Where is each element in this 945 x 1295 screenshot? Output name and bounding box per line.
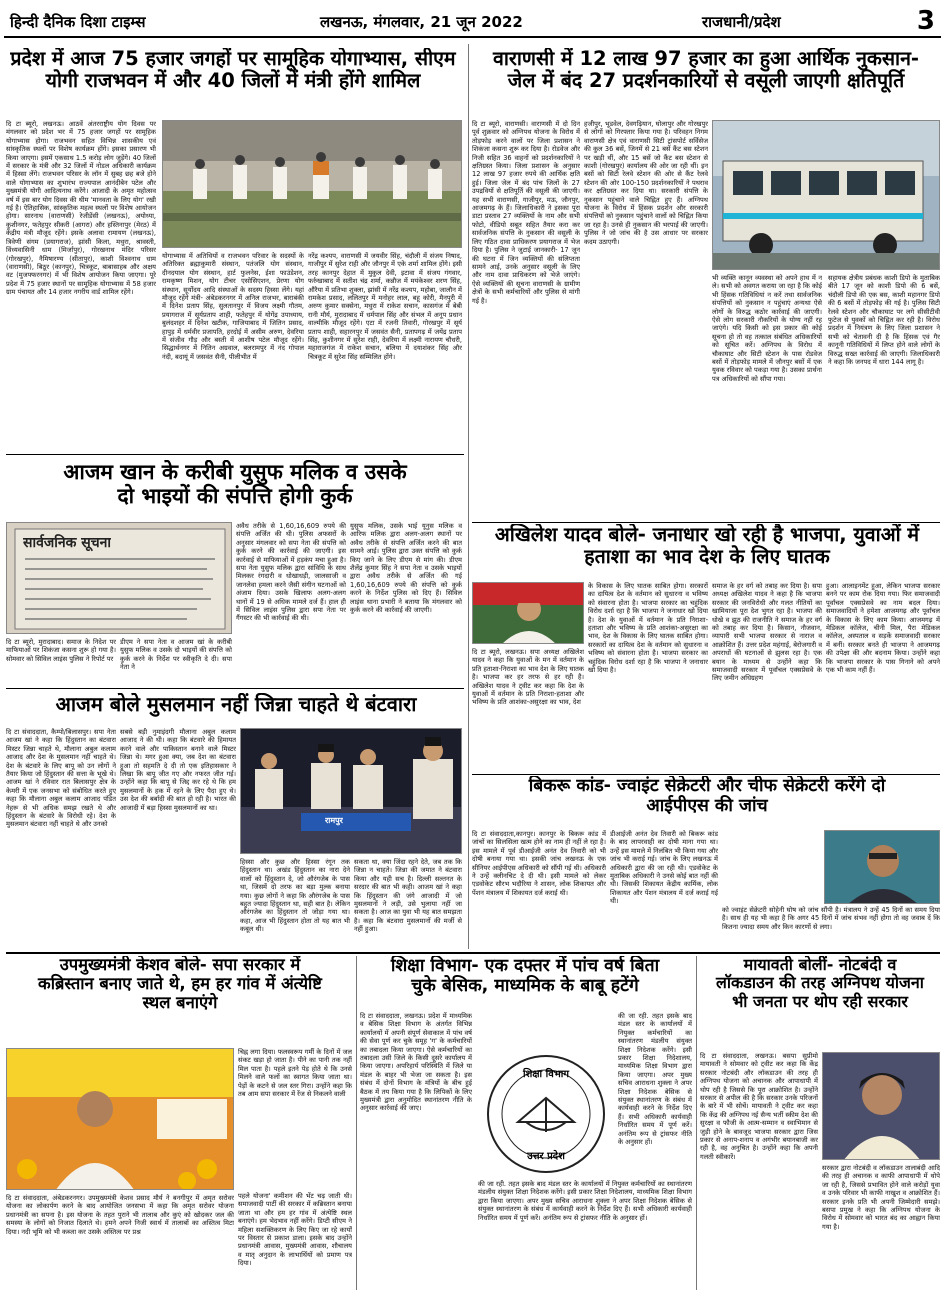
kurk-column-2: डीएम ने सपा नेता व आजम खां के करीबी युसुफ मलिक व उसके दो भाइयों की संपत्ति को कुर्क करने के निर्देश पर स्वीकृति दे दी। सपा नेता ने — [120, 638, 232, 672]
keshav-column-2: चिह्न लगा दिया। फलस्वरूप गर्मी के दिनों में जल संकट खड़ा हो जाता है। पीने का पानी तक नहीं मिल पाता है। पहले इतने पेड़ होते थे कि उनसे मिलने वाले फलों का स्वागत किया जाता था। पेड़ों के कटने से जल स्तर गिरा। उन्होंने कहा कि तब आम सपा सरकार में रेंज से निकलने वाली — [238, 1048, 352, 1099]
divider — [472, 774, 940, 775]
column-rule — [356, 956, 357, 1290]
column-rule — [468, 44, 469, 949]
akhilesh-column-2: के विकास के लिए घातक साबित होगा। सरकारों का दायित्व देश के वर्तमान को सुधारना व भविष्य को संवारना होता है। भाजपा सरकार का चहुंदिक विरोध दर्शा रहा है कि भाजपा ने जनाधार खो दिया है। देश के युवाओं में वर्तमान के प्रति निराशा-हताशा और भविष्य के प्रति आशंका-असुरक्षा का भाव, देश के विकास के लिए घातक साबित होगा। सरकारों का दायित्व देश के वर्तमान को सुधारना व भविष्य को संवारना होता है। भाजपा सरकार का चहुंदिक विरोध दर्शा रहा है कि भाजपा ने जनाधार खो दिया है। — [588, 582, 708, 675]
paper-name: हिन्दी दैनिक दिशा टाइम्स — [10, 13, 146, 31]
azam-column-3: हिस्सा और कुछ और हिस्सा रंगून तक हिंदुस्तान था। अखंड हिंदुस्तान का नारा देने वालों को हिंदुस्तान दे, जो औरंगजेब के पास था, जिसमें दो तरफ का बड़ा मुल्क बनाया गया। कुछ लोगों ने कहा कि औरंगजेब के पास बहुत ज्यादा हिंदुस्तान था, सही बात है। लेकिन औरंगजेब का हिंदुस्तान तो जोड़ा गया था। कहा, आज भी हिंदुस्तान होता तो यह बात भी कबूल थी। — [240, 858, 350, 934]
keshav-photo — [6, 1048, 234, 1190]
keshav-column-3: पहले योजना' कमीशन की भेंट चढ़ जाती थी। समाजवादी पार्टी की सरकार में कब्रिस्तान बनाया जाता था और हम हर गांव में अंत्येष्टि स्थल बनाएंगे। हम भेदभाव नहीं करेंगे। डिप्टी सीएम ने महिला सशक्तिकरण के लिए किए जा रहे कार्यों पर विस्तार से प्रकाश डाला। इसके बाद उन्होंने प्रधानमंत्री आवास, मुख्यमंत्री आवास, शौचालय व मातृ अनुदान के लाभार्थियों को प्रमाण पत्र दिया। — [238, 1192, 352, 1268]
azam-column-4: सकता था, क्या जिंदा रहने देते, जब तक कि जिन्ना न चाहते। जिन्ना की जमात ने बंटवारा किया और यही सच है। दिल्ली सल्तनत के सरदार की बात भी कही। आजम खां ने कहा कि हिंदुस्तान की जंगे आजादी में जो मुसलमानों ने लड़ी, उसे भुलाया नहीं जा सकता है। आज का युवा भी यह बात समझता है। कहा कि बंटवारा मुसलमानों की मर्जी से नहीं हुआ। — [354, 858, 462, 934]
column-rule — [696, 956, 697, 1290]
akhilesh-column-3: समाज के हर वर्ग को तबाह कर दिया है। सपा अध्यक्ष अखिलेश यादव ने कहा है कि भाजपा सरकार की जनविरोधी और गलत नीतियों का खामियाजा पूरा देश भुगत रहा है। भाजपा की धोखे व झूठ की राजनीति ने समाज के हर वर्ग को तबाह कर दिया है। किसान, नौजवान, व्यापारी सभी भाजपा सरकार से नाराज व आक्रोशित हैं। उत्तर प्रदेश महंगाई, बेरोजगारी व अपराधों की घटनाओं से झुलस रहा है। एक बयान के माध्यम से उन्होंने कहा कि समाजवादी सरकार में पूर्वांचल एक्सप्रेसवे के लिए जमीन अधिग्रहण — [712, 582, 822, 683]
logo-title: शिक्षा विभाग — [522, 1069, 570, 1080]
keshav-headline: उपमुख्यमंत्री केशव बोले- सपा सरकार में कब्रिस्तान बनाए जाते थे, हम हर गांव में अंत्येष्टि स्थल बनाएंगे — [38, 956, 322, 1012]
education-logo — [478, 1052, 614, 1176]
notice-board-photo — [6, 522, 232, 634]
shiksha-headline: शिक्षा विभाग- एक दफ्तर में पांच वर्ष बिता चुके बेसिक, माध्यमिक के बाबू हटेंगे — [390, 956, 660, 997]
kurk-column-3: अवैध तरीके से 1,60,16,609 रुपये की संपत्ति अर्जित की थी। पुलिस अफसरों के अनुसार मंगलवार को सपा नेता की संपत्ति को कुर्क करने की कार्रवाई की जाएगी। इस कार्रवाई से माफियाओं में हड़कंप मचा हुआ है। सपा नेता युसुफ मलिक द्वारा सांविधि के साथ मिलकर रंगदारी व धोखाधड़ी, जालसाजी व जानलेवा हमला करने जैसी संगीन घटनाओं को अंजाम दिया। उसके खिलाफ अलग-अलग थानों में 19 से अधिक मामले दर्ज हैं। हाल ही में सिविल लाइंस पुलिस द्वारा सपा नेता पर गैंगस्टर की भी कार्रवाई की थी। — [236, 522, 346, 623]
azam-photo — [240, 728, 462, 854]
divider — [6, 454, 464, 455]
mayawati-column-1: दि टा संवाददाता, लखनऊ। बसपा सुप्रीमो मायावती ने सोमवार को ट्वीट कर कहा कि केंद्र सरकार नोटबंदी और लॉकडाउन की तरह ही अग्निपथ योजना को अचानक और आपाधापी में थोप रही है जिससे कि पूरा आक्रोशित है। उन्होंने सरकार से अपील की है कि सरकार उनके परिजनों के बारे में भी सोचें। मायावती ने ट्वीट कर कहा कि केंद्र की अग्निपथ नई सैन्य भर्ती स्कीम देश की सुरक्षा व फौजी के आत्म-सम्मान व स्वाभिमान से जुड़ी होने के बावजूद भाजपा सरकार द्वारा जिस प्रकार से अनाप-शनाप व अगंभीर बयानबाजी कर रही है, वह अनुचित है। उन्होंने कहा कि अपनी गलती स्वीकारें। — [700, 1052, 818, 1161]
azam-column-1: दि टा संवाददाता, कैम्पो/बिलासपुर। सपा नेता आजम खां ने कहा कि हिंदुस्तान का बंटवारा मिस्टर जिन्ना चाहते थे, मौलाना अबुल कलाम आजाद और देश के मुसलमान नहीं चाहते थे। देश के बंटवारे के लिए बापू को उन लोगों ने तैयार किया जो हिंदुस्तान की सत्ता के भूखे थे। आजम खां ने रविवार रात बिलासपुर क्षेत्र के केमरी में एक जनसभा को संबोधित करते हुए कहा कि मौलाना अबुल कलाम आजाद पंडित नेहरू से भी अधिक समझ रखते थे और हिंदुस्तान के बंटवारे के विरोधी रहे। देश के मुसलमान बंटवारा नहीं चाहते थे और उनको — [6, 728, 116, 829]
stage-banner: रामपुर — [325, 816, 343, 825]
divider — [472, 522, 940, 523]
masthead — [4, 4, 941, 38]
bikru-column-3: को ज्वाइंट सेक्रेटरी सोहेनी घोष को जांच सौंपी है। मंत्रालय ने उन्हें 45 दिनों का समय दिया है। साथ ही यह भी कहा है कि अगर 45 दिनों में जांच संभव नहीं होगा तो वह जवाब दें कि कितना ज्यादा समय और किन कारणों से लगा। — [722, 906, 940, 931]
damaged-bus-photo — [712, 120, 940, 270]
yoga-column-3: नरेंद्र कश्यप, वाराणसी में जयवीर सिंह, चंदौली में संजय निषाद, गाजीपुर में सुरेश राही और जौनपुर में एके शर्मा शामिल होंगे। इसी तरह कानपुर देहात में मुकुल देवी, इटावा में संजय गंगवार, फर्रुखाबाद में सतीश चंद्र शर्मा, कन्नौज में मयंकेश्वर शरण सिंह, औरैया में प्रतिभा शुक्ला, झांसी में नरेंद्र कश्यप, महोबा, जालौन में रामकेश प्रसाद, ललितपुर में मनोहर लाल, बहू कोरी, मैनपुरी में अरुण कुमार सक्सेना, मथुरा में राकेश सचान, कासगंज में बेबी रानी मौर्य, मुरादाबाद में धर्मपाल सिंह और संभल में अनूप प्रधान वाल्मीकि मौजूद रहेंगे। एटा में रजनी तिवारी, गोरखपुर में सूर्य प्रताप शाही, सहारनपुर में जसवंत सैनी, प्रतापगढ़ में जयेंद्र प्रताप सिंह, कुशीनगर में सुरेश राही, देवरिया में लक्ष्मी नारायण चौधरी, महाराजगंज में राकेश सचान, बलिया में दयाशंकर सिंह और चित्रकूट में सुरेश सिंह सम्मिलित होंगे। — [308, 252, 462, 361]
akhilesh-headline: अखिलेश यादव बोले- जनाधार खो रही है भाजपा, युवाओं में हताशा का भाव देश के लिए घातक — [494, 524, 920, 569]
varanasi-column-1: दि टा ब्यूरो, वाराणसी। वाराणसी में दो दिन पूर्व शुक्रवार को अग्निपथ योजना के विरोध में तोड़फोड़ करने वालों पर जिला प्रशासन ने शिकंजा कसना शुरू कर दिया है। रोडवेज और निजी सहित 36 वाहनों को प्रदर्शनकारियों ने क्षतिग्रस्त किया। जिला प्रशासन के अनुसार 12 लाख 97 हजार रुपये की आर्थिक क्षति हुई। जिला जेल में बंद पांच जिलों के 27 उपद्रवियों से क्षतिपूर्ति की वसूली की जाएगी। यह सभी वाराणसी, गाजीपुर, मऊ, जौनपुर, आजमगढ़ के हैं। जिलाधिकारी ने इसका पूरा डाटा प्रस्ताव 27 व्यक्तियों के नाम और सभी फोटो, वीडियो सबूत सहित तैयार करा कर सार्वजनिक संपत्ति के नुकसान की वसूली के लिए गठित दावा प्राधिकरण प्रयागराज में भेज दिया है। पुलिस ने जुटाई जानकारी- 17 जून की घटना में जिन व्यक्तियों की संलिप्तता सामने आई, उनके अनुसार वसूली के लिए और नाम दावा प्राधिकरण को भेजे जाएंगे। ऐसे व्यक्तियों की सूचना वाराणसी के ग्रामीण क्षेत्रों के सभी कर्मचारियों और पुलिस से मांगी गई है। — [472, 120, 580, 305]
akhilesh-photo — [472, 582, 584, 644]
varanasi-headline: वाराणसी में 12 लाख 97 हजार का हुआ आर्थिक नुकसान- जेल में बंद 27 प्रदर्शनकारियों से वसूली जाएगी क्षतिपूर्ति — [492, 48, 920, 93]
keshav-column-1: दि टा संवाददाता, अंबेडकरनगर। उपमुख्यमंत्री केशव प्रसाद मौर्य ने बनगीपुर में अमृत सरोवर योजना का लोकार्पण करने के बाद आयोजित जनसभा में कहा कि अमृत सरोवर योजना प्रधानमंत्री का सपना है। इस योजना के तहत पुराने भी तालाब और कुएं को खोदकर जल की समस्या के लोगों को निजात दिलाते थे। हमने अपने निजी स्वार्थ में तालाबों का अस्तित्व मिटा दिया। नदी भूमि को भी कब्जा कर उसके अस्तित्व पर प्रश्न — [6, 1194, 234, 1236]
akhilesh-column-4: हुआ। आलाइनमेंट हुआ, लेकिन भाजपा सरकार बनने पर काम रोक दिया गया। फिर समाजवादी पूर्वांचल एक्सप्रेसवे का नाम बदल दिया। समाजवादियों ने हमेशा आजमगढ़ और पूर्वांचल के विकास के लिए काम किया। आजमगढ़ में मेडिकल कॉलेज, चीनी मिल, पैरा मेडिकल कॉलेज, अस्पताल व सड़कें समाजवादी सरकार में बनीं। सरकार बनते ही भाजपा ने आजमगढ़ की उपेक्षा की और बदनाम किया। उन्होंने कहा कि भाजपा सरकार के पास गिनाने को अपने एक भी काम नहीं हैं। — [826, 582, 940, 675]
shiksha-column-2a: की जा रही. तहत इसके बाद मंडल स्तर के कार्यालयों में नियुक्त कर्मचारियों का स्थानांतरण मंडलीय संयुक्त शिक्षा निदेशक करेंगे। इसी प्रकार शिक्षा निदेशालय, माध्यमिक शिक्षा विभाग द्वारा किया जाएगा। अपर मुख्य सचिव आराधना शुक्ला ने अपर शिक्षा निदेशक बेसिक से संयुक्त स्थानांतरण के संबंध में कार्यवाही करने के निर्देश दिए हैं। सभी अधिकारी कार्यवाही निर्धारित समय में पूर्ण करें। अनंतिम रूप से ट्रांसफर नीति के अनुसार हों। — [618, 1012, 692, 1147]
section-name: राजधानी/प्रदेश — [702, 13, 781, 31]
kurk-headline: आजम खान के करीबी युसुफ मलिक व उसके दो भाइयों की संपत्ति होगी कुर्क — [63, 460, 407, 509]
azam-column-2: सबसे बड़ी नुमाइंदगी मौलाना अबुल कलाम आजाद ने की थी। कहा कि बंटवारे की हिमायत करने वाले और पाकिस्तान बनाने वाले मिस्टर जिन्ना थे। मगर हुआ क्या, जब देश का बंटवारा हुआ तो सहमति दे दी तो एक इतिहासकार ने लिखा कि बापू जीत गए और नफरत जीत गई। उन्होंने कहा कि बापू से जिद्द कर रहे थे कि हम मुसलमानों के हक में रहने के लिए पैदा हुए थे। उस देश की बर्बादी की बात हो रही है। भारत की आजादी में बड़ा हिस्सा मुसलमानों का था। — [120, 728, 236, 812]
shiksha-column-1: दि टा संवाददाता, लखनऊ। प्रदेश में माध्यमिक व बेसिक शिक्षा विभाग के अंतर्गत विभिन्न कार्यालयों में अपनी संपूर्ण सेवाकाल में पांच वर्ष की सेवा पूर्ण कर चुके समूह 'ग' के कर्मचारियों का तबादला किया जाएगा। ऐसे कर्मचारियों का तबादला उसी जिले के किसी दूसरे कार्यालय में किया जाएगा। अपरिहार्य परिस्थिति में जिले या मंडल के बाहर भी भेजा जा सकता है। इस संबंध में दोनों विभाग के मंत्रियों के बीच हुई बैठक में तय किया गया है कि लिपिकों के लिए मुख्यमंत्री द्वारा अनुमोदित स्थानांतरण नीति के अनुसार कार्रवाई की जाए। — [360, 1012, 472, 1113]
bikru-headline: बिकरू कांड- ज्वाइंट सेक्रेटरी और चीफ सेक्रेटरी करेंगे दो आईपीएस की जांच — [528, 776, 886, 817]
yoga-headline: प्रदेश में आज 75 हजार जगहों पर सामूहिक योगाभ्यास, सीएम योगी राजभवन में और 40 जिलों में मंत्री होंगे शामिल — [10, 48, 456, 93]
dateline: लखनऊ, मंगलवार, 21 जून 2022 — [320, 13, 523, 31]
varanasi-column-2: हजीपुर, भूडवेल, देवगढ़ियान, घोलापुर और गोरखपुर से लोगों को गिरफ्तार किया गया है। परिवहन निगम वाराणसी क्षेत्र एवं वाराणसी सिटी ट्रांसपोर्ट सर्विसेज की कुल 36 बसें, जिनमें से 21 बसें कैंट बस स्टेशन पर खड़ी थीं, और 15 बसें जो कैंट बस स्टेशन से काशी (गोरखपुर) कार्यालय की ओर जा रही थीं। इन बसों को सिटी रेलवे स्टेशन की ओर से कैंट रेलवे स्टेशन की ओर 100-150 प्रदर्शनकारियों ने पथराव कर क्षतिग्रस्त कर दिया था। सरकारी संपत्ति के नुकसान पहुंचाने वाले चिह्नित हुए हैं। अग्निपथ योजना के विरोध में हिंसक प्रदर्शन और सरकारी संपत्तियों को नुकसान पहुंचाने वालों को चिह्नित किया जा रहा है। उनसे ही नुकसान की भरपाई की जाएगी। पुलिस ने जो जांच की है उस आधार पर सरकार कदम उठाएगी। — [584, 120, 708, 246]
mayawati-photo — [822, 1052, 940, 1160]
mayawati-headline: मायावती बोलीं- नोटबंदी व लॉकडाउन की तरह अग्निपथ योजना भी जनता पर थोप रही सरकार — [716, 956, 924, 1011]
mayawati-column-2: सरकार द्वारा नोटबंदी व लॉकडाउन तालाबंदी आदि की तरह ही अचानक व काफी आपाधापी में थोपे जा रही है, जिससे प्रभावित होने वाले करोड़ों युवा व उनके परिवार भी काफी नाखुश व आक्रोशित हैं। सरकार इनके प्रति भी अपनी जिम्मेदारी समझे। बसपा प्रमुख ने कहा कि अग्निपथ योजना के विरोध में सोमवार को भारत बंद का आह्वान किया गया है। — [822, 1164, 940, 1231]
yoga-photo — [162, 120, 462, 248]
divider — [6, 952, 940, 954]
varanasi-column-4: सहायक क्षेत्रीय प्रबंधक काशी डिपो के मुताबिक बीते 17 जून को काशी डिपो की 6 बसें, चंदौली डिपो की एक बस, काशी महानगर डिपो की 6 बसों में तोड़फोड़ की गई है। पुलिस सिटी रेलवे स्टेशन और चौकाघाट पर लगे सीसीटीवी फुटेज से युवकों को चिह्नित कर रही है। विरोध प्रदर्शन में नियंत्रण के लिए जिला प्रशासन ने सभी को चेतावनी दी है कि हिंसक एवं गैर कानूनी गतिविधियों में लिप्त होने वाले लोगों के विरुद्ध सख्त कार्रवाई की जाएगी। जिलाधिकारी ने कहा कि जनपद में धारा 144 लागू है। — [828, 274, 940, 367]
varanasi-column-3: भी व्यक्ति कानून व्यवस्था को अपने हाथ में न ले। सभी को अवगत कराया जा रहा है कि कोई भी हिंसक गतिविधियां न करें तथा सार्वजनिक संपत्तियों को नुकसान न पहुंचाएं अन्यथा ऐसे लोगों के विरुद्ध कठोर कार्रवाई की जाएगी। ऐसे लोग सरकारी नौकरियों के योग्य नहीं रह जाएंगे। यदि किसी को इस प्रकार की कोई सूचना हो तो वह तत्काल संबंधित अधिकारियों को सूचित करें। अग्निपथ के विरोध में चौकाघाट और सिटी स्टेशन के पास रोडवेज बसों में तोड़फोड़ मामले में जौनपुर बसों में एक युवक रविवार को पकड़ा गया है। उसका प्रार्थना पत्र अधिकारियों को सौंपा गया। — [712, 274, 822, 383]
azam-headline: आजम बोले मुसलमान नहीं जिन्ना चाहते थे बंटवारा — [55, 693, 417, 716]
yoga-column-1: दि टा ब्यूरो, लखनऊ। आठवें अंतरराष्ट्रीय योग दिवस पर मंगलवार को प्रदेश भर में 75 हजार जगहों पर सामूहिक योगाभ्यास होगा। राजभवन सहित विभिन्न शासकीय एवं सांस्कृतिक स्थलों पर विशेष कार्यक्रम होंगे। इसका प्रसारण भी किया जाएगा। इसमें एकसाथ 1.5 करोड़ लोग जुड़ेंगे। 40 जिलों में सरकार के मंत्री और 32 जिलों में नोडल अधिकारी कार्यक्रम में हिस्सा लेंगे। राजभवन परिसर के लॉन में सुबह छह बजे होने वाले योगाभ्यास का शुभारंभ राज्यपाल आनंदीबेन पटेल और मुख्यमंत्री योगी आदित्यनाथ करेंगे। आजादी के अमृत महोत्सव वर्ष में इस बार योग दिवस की थीम 'मानवता के लिए योग' रखी गई है। ऐतिहासिक, सांस्कृतिक महत्व स्थलों पर विशेष आयोजन होगा। सारनाथ (वाराणसी) रेजीडेंसी (लखनऊ), अयोध्या, कुशीनगर, फतेहपुर सीकरी (आगरा) और हस्तिनापुर (मेरठ) में केंद्रीय मंत्री मौजूद रहेंगे। इसके अलावा रामायण (लखनऊ), त्रिवेणी संगम (प्रयागराज), झांसी किला, मथुरा, श्रावस्ती, विंध्यवासिनी धाम (मिर्जापुर), गोरखनाथ मंदिर परिसर (गोरखपुर), नैमिषारण्य (सीतापुर), काशी विश्वनाथ धाम (वाराणसी), बिठूर (कानपुर), चित्रकूट, बाबासाहब और अक्षय वट (मुजफ्फरनगर) में भी विशेष आयोजन किया जाएगा। पूरे प्रदेश में 75 हजार स्थानों पर सामूहिक योगाभ्यास में 58 हजार ग्राम पंचायत और 14 हजार नगरीय वार्ड शामिल रहेंगे। — [6, 120, 156, 297]
yoga-column-2: योगाभ्यास में अतिथियों व राजभवन परिवार के सदस्यों के अतिरिक्त ब्रह्माकुमारी संस्थान, पतंजलि योग संस्थान, दीनदयाल योग संस्थान, हार्ट फुलनेस, ईशा फाउंडेशन, रामकृष्ण मिशन, योग टीचर एसोसिएशन, प्रेरणा योग संस्थान, सूर्योदय आदि संस्थाओं के सदस्य हिस्सा लेंगे। यहां मौजूद रहेंगे मंत्री- अंबेडकरनगर में अनिल राजभर, बाराबंकी में दिनेश प्रताप सिंह, सुलतानपुर में विजय लक्ष्मी गौतम, प्रयागराज में सूर्यप्रताप शाही, फतेहपुर में योगेंद्र उपाध्याय, बुलंदशहर में दिनेश खटीक, गाजियाबाद में जितिन प्रसाद, हापुड़ में धर्मवीर प्रजापति, हरदोई में असीम अरुण, देवरिया में संजीव गौड़ और बस्ती में आशीष पटेल मौजूद रहेंगे। सिद्धार्थनगर में नितिन अग्रवाल, बलरामपुर में नंद गोपाल नंदी, बदायूं में जसवंत सैनी, पीलीभीत में — [162, 252, 304, 361]
logo-subtitle: उत्तर प्रदेश — [527, 1151, 565, 1162]
kurk-column-4: युसुफ मलिक, उसके भाई यूनुस मलिक व आरिफ मलिक द्वारा अलग-अलग स्थानों पर अवैध तरीके से संपत्ति अर्जित करने की बात सामने आई। पुलिस द्वारा उक्त संपत्ति को कुर्क किए जाने के लिए डीएम से मांग की। डीएम शैलेंद्र कुमार सिंह ने सपा नेता व उसके भाइयों द्वारा अवैध तरीके से अर्जित की गई 1,60,16,609 रुपये की संपत्ति को कुर्क करने के निर्देश पुलिस को दिए हैं। सिविल लाइंस थाना प्रभारी ने बताया कि मंगलवार को कुर्क करने की कार्रवाई की जाएगी। — [350, 522, 462, 615]
officer-photo — [824, 830, 940, 904]
page-number: 3 — [916, 6, 935, 36]
kurk-column-1: दि टा ब्यूरो, मुरादाबाद। समाज के निदेश पर माफियाओं पर शिकंजा कसना शुरू हो गया है। सोमवार को सिविल लाइंस पुलिस ने रिपोर्ट पर — [6, 638, 116, 663]
bikru-column-2: डीआईजी अनंत देव तिवारी को बिकरू कांड के बाद लापरवाही का दोषी माना गया था। उन्हें इस मामले में निलंबित भी किया गया और जांच भी कराई गई। जांच के लिए लखनऊ में अधिकारी द्वारा की जा रही थी। एडवोकेट के मुताबिक अधिकारी ने उनसे कोई बात नहीं की थी। जिसकी शिकायत केंद्रीय कार्मिक, लोक शिकायत और पेंशन मंत्रालय में दर्ज कराई गई थी। — [610, 830, 718, 906]
divider — [6, 688, 464, 689]
akhilesh-column-1: दि टा ब्यूरो, लखनऊ। सपा अध्यक्ष अखिलेश यादव ने कहा कि युवाओं के मन में वर्तमान के प्रति हताशा-निराशा का भाव देश के लिए घातक है। भाजपा कर हर तरफ से हर रही है। अखिलेश यादव ने ट्वीट कर कहा कि देश के युवाओं में वर्तमान के प्रति निराशा-हताशा और भविष्य के प्रति आशंका-असुरक्षा का भाव, देश — [472, 648, 584, 707]
bikru-column-1: दि टा संवाददाता,कानपुर। कानपुर के बिकरू कांड में जांचों का सिलसिला खत्म होने का नाम ही नहीं ले रहा है। इस मामले में पूर्व डीआईजी अनंत देव तिवारी को भी दोषी बनाया गया था। इसकी जांच लखनऊ के एक सीनियर आईपीएस अधिकारी को सौंपी गई थी। अधिकारी ने उन्हें क्लीनचिट दे दी थी। इसी मामले को लेकर एडवोकेट सौरभ भदौरिया ने शासन, लोक शिकायत और पेंशन मंत्रालय में शिकायत दर्ज कराई थी। — [472, 830, 606, 897]
shiksha-column-2b: की जा रही. तहत इसके बाद मंडल स्तर के कार्यालयों में नियुक्त कर्मचारियों का स्थानांतरण मंडलीय संयुक्त शिक्षा निदेशक करेंगे। इसी प्रकार शिक्षा निदेशालय, माध्यमिक शिक्षा विभाग द्वारा किया जाएगा। अपर मुख्य सचिव आराधना शुक्ला ने अपर शिक्षा निदेशक बेसिक से संयुक्त स्थानांतरण के संबंध में कार्यवाही करने के निर्देश दिए हैं। सभी अधिकारी कार्यवाही निर्धारित समय में पूर्ण करें। अनंतिम रूप से ट्रांसफर नीति के अनुसार हों। — [478, 1180, 692, 1222]
notice-title: सार्वजनिक सूचना — [23, 535, 112, 551]
